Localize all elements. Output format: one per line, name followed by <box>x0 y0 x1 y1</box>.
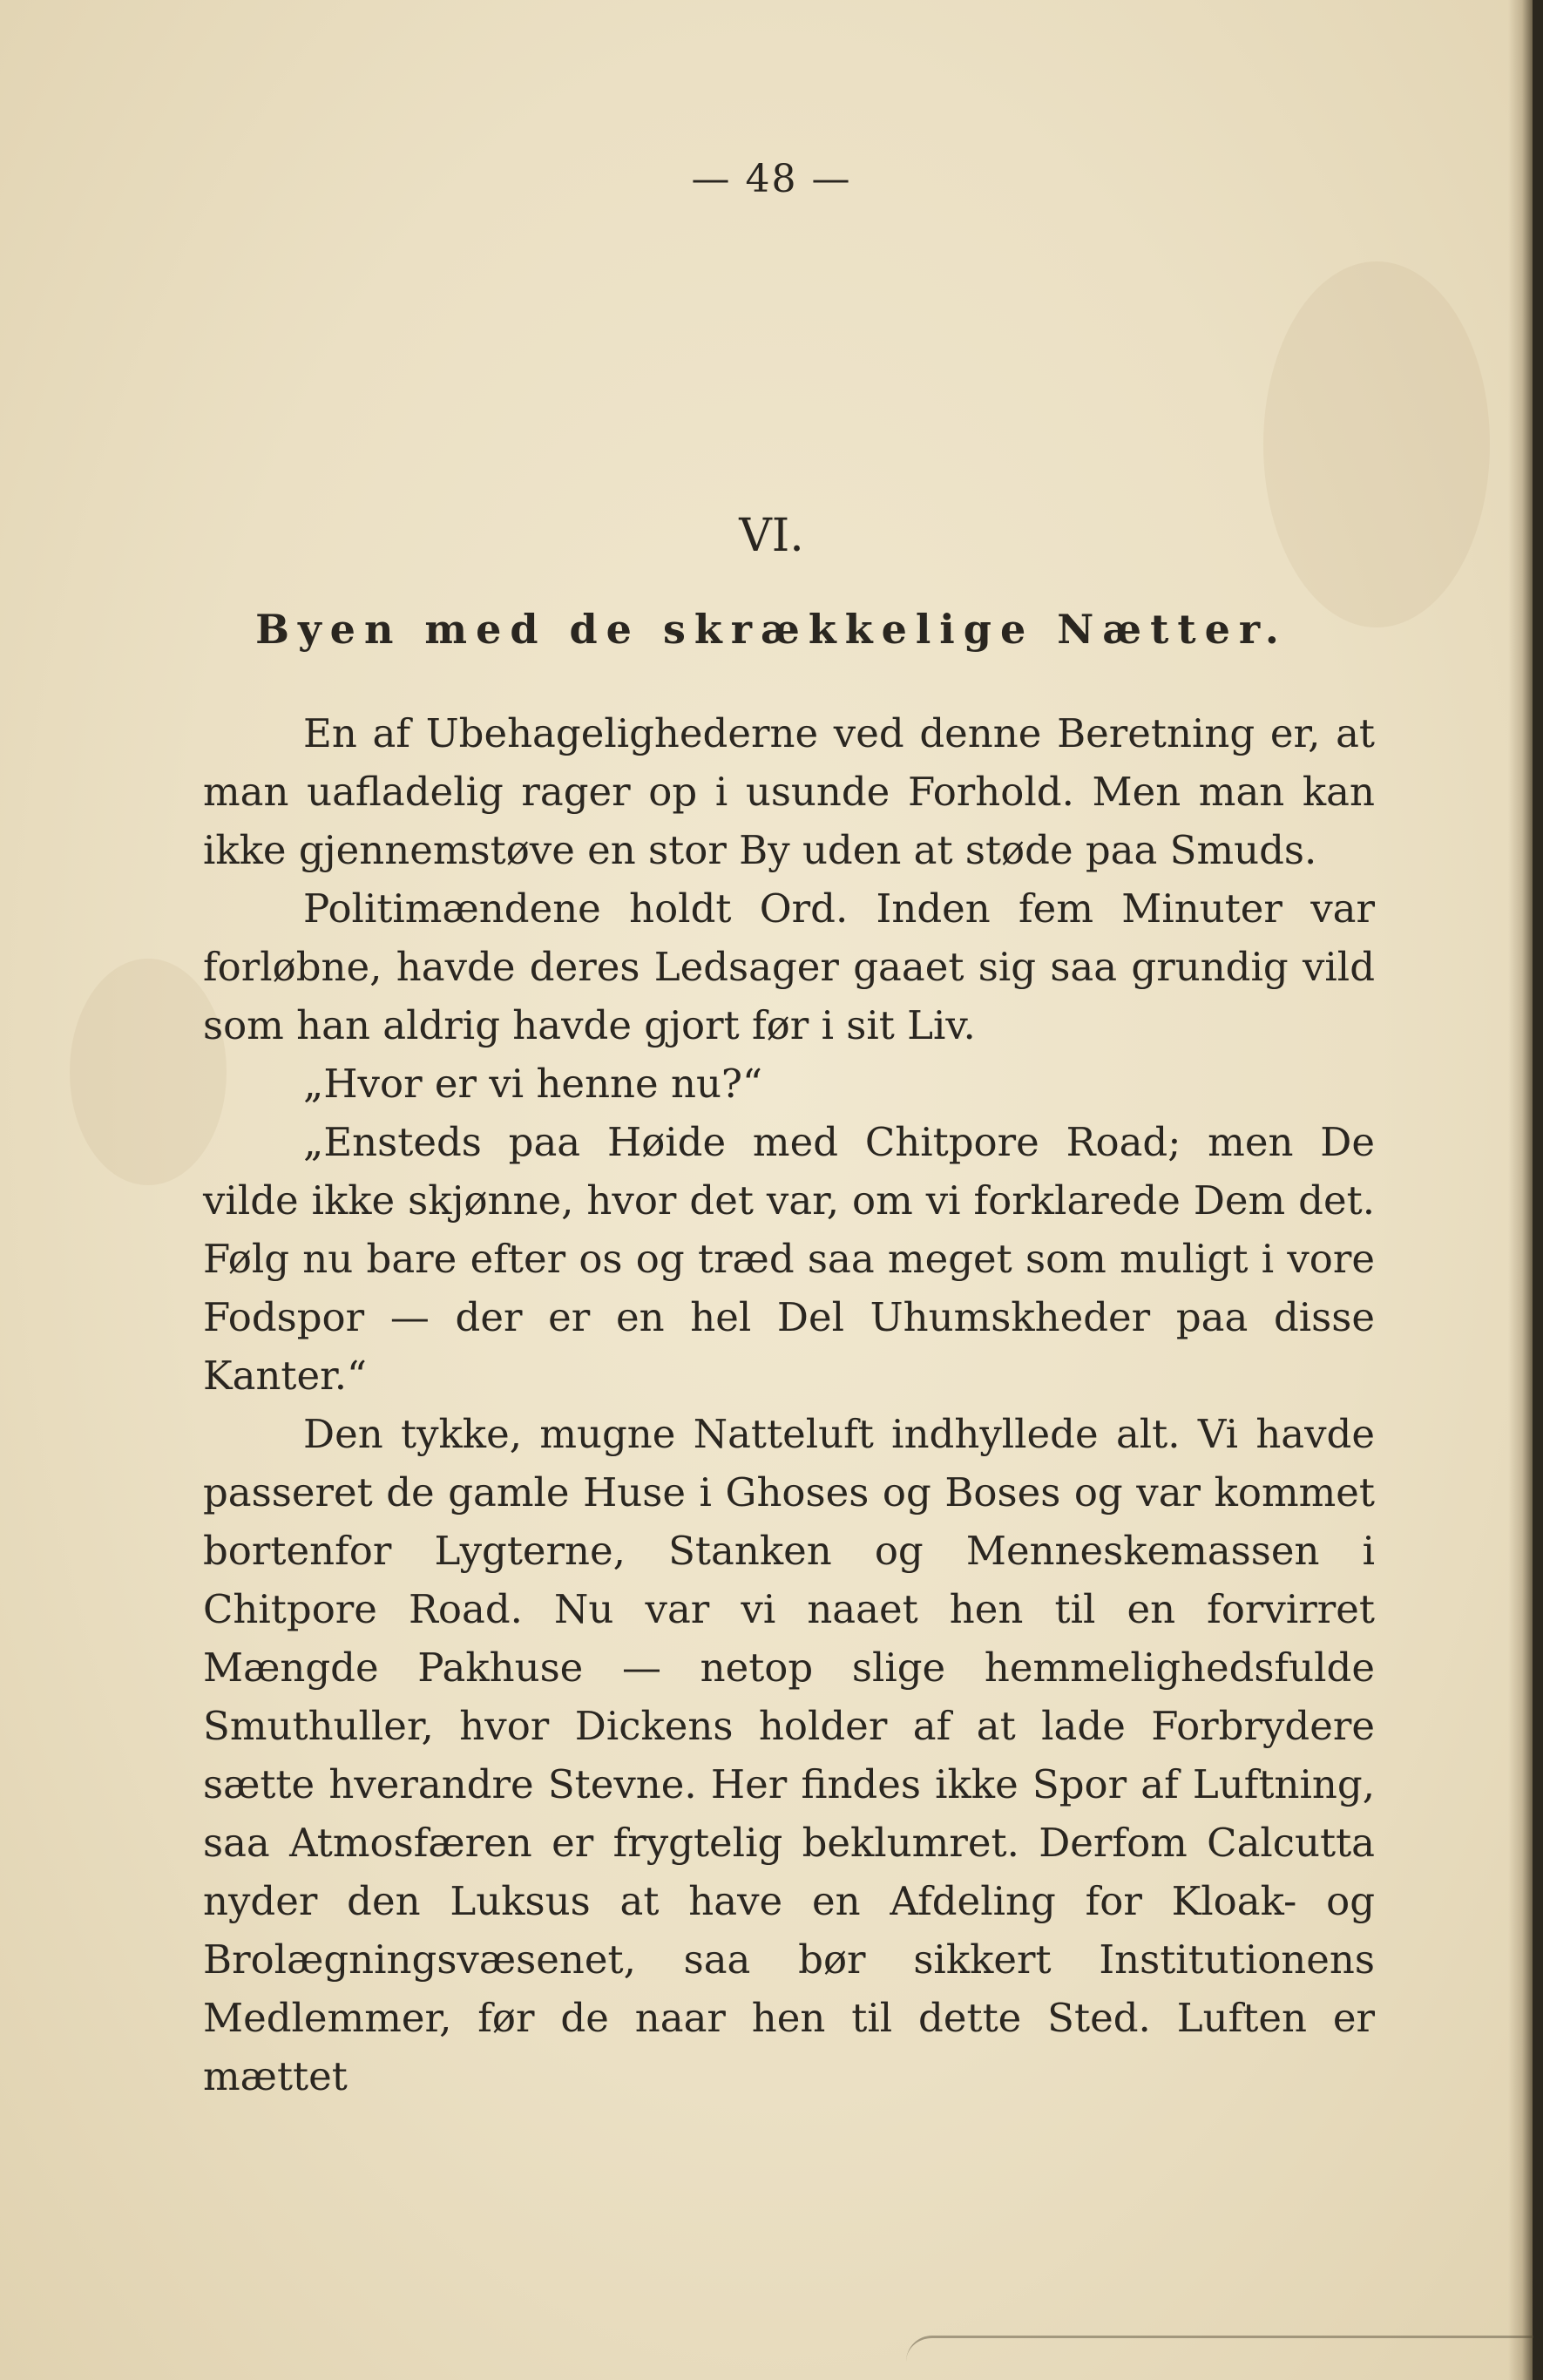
paragraph: „Hvor er vi henne nu?“ <box>303 1061 763 1107</box>
page-number: — 48 — <box>691 157 852 201</box>
book-binding-edge <box>1533 0 1543 2380</box>
paper-stain <box>1263 261 1490 627</box>
chapter-number: VI. <box>739 510 804 562</box>
chapter-title: Byen med de skrækkelige Nætter. <box>255 606 1288 653</box>
page-corner-curl <box>906 2336 1533 2380</box>
paragraph: En af Ubehagelighederne ved denne Beretning er, at man uafladelig rager op i usunde Forhold. Men man kan ikke gjennemstøve en stor By uden at støde paa Smuds. <box>203 710 1375 873</box>
paragraph: Politimændene holdt Ord. Inden fem Minuter var forløbne, havde deres Ledsager gaaet sig saa grundig vild som han aldrig havde gjort før i sit Liv. <box>203 885 1375 1048</box>
paragraph: Den tykke, mugne Natteluft indhyllede alt. Vi havde passeret de gamle Huse i Ghoses og Boses og var kommet bortenfor Lygterne, Stanken og Menneskemassen i Chitpore Road. Nu var vi naaet hen til en forvirret Mængde Pakhuse — netop slige hemmelighedsfulde Smuthuller, hvor Dickens holder af at lade Forbrydere sætte hverandre Stevne. Her findes ikke Spor af Luftning, saa Atmosfæren er frygtelig beklumret. Derfom Calcutta nyder den Luksus at have en Afdeling for Kloak- og Brolægningsvæsenet, saa bør sikkert Institutionens Medlemmer, før de naar hen til dette Sted. Luften er mættet <box>203 1411 1375 2099</box>
body-text <box>203 704 1375 2105</box>
paragraph: „Ensteds paa Høide med Chitpore Road; men De vilde ikke skjønne, hvor det var, om vi forklarede Dem det. Følg nu bare efter os og træd saa meget som muligt i vore Fodspor — der er en hel Del Uhumskheder paa disse Kanter.“ <box>203 1119 1375 1399</box>
